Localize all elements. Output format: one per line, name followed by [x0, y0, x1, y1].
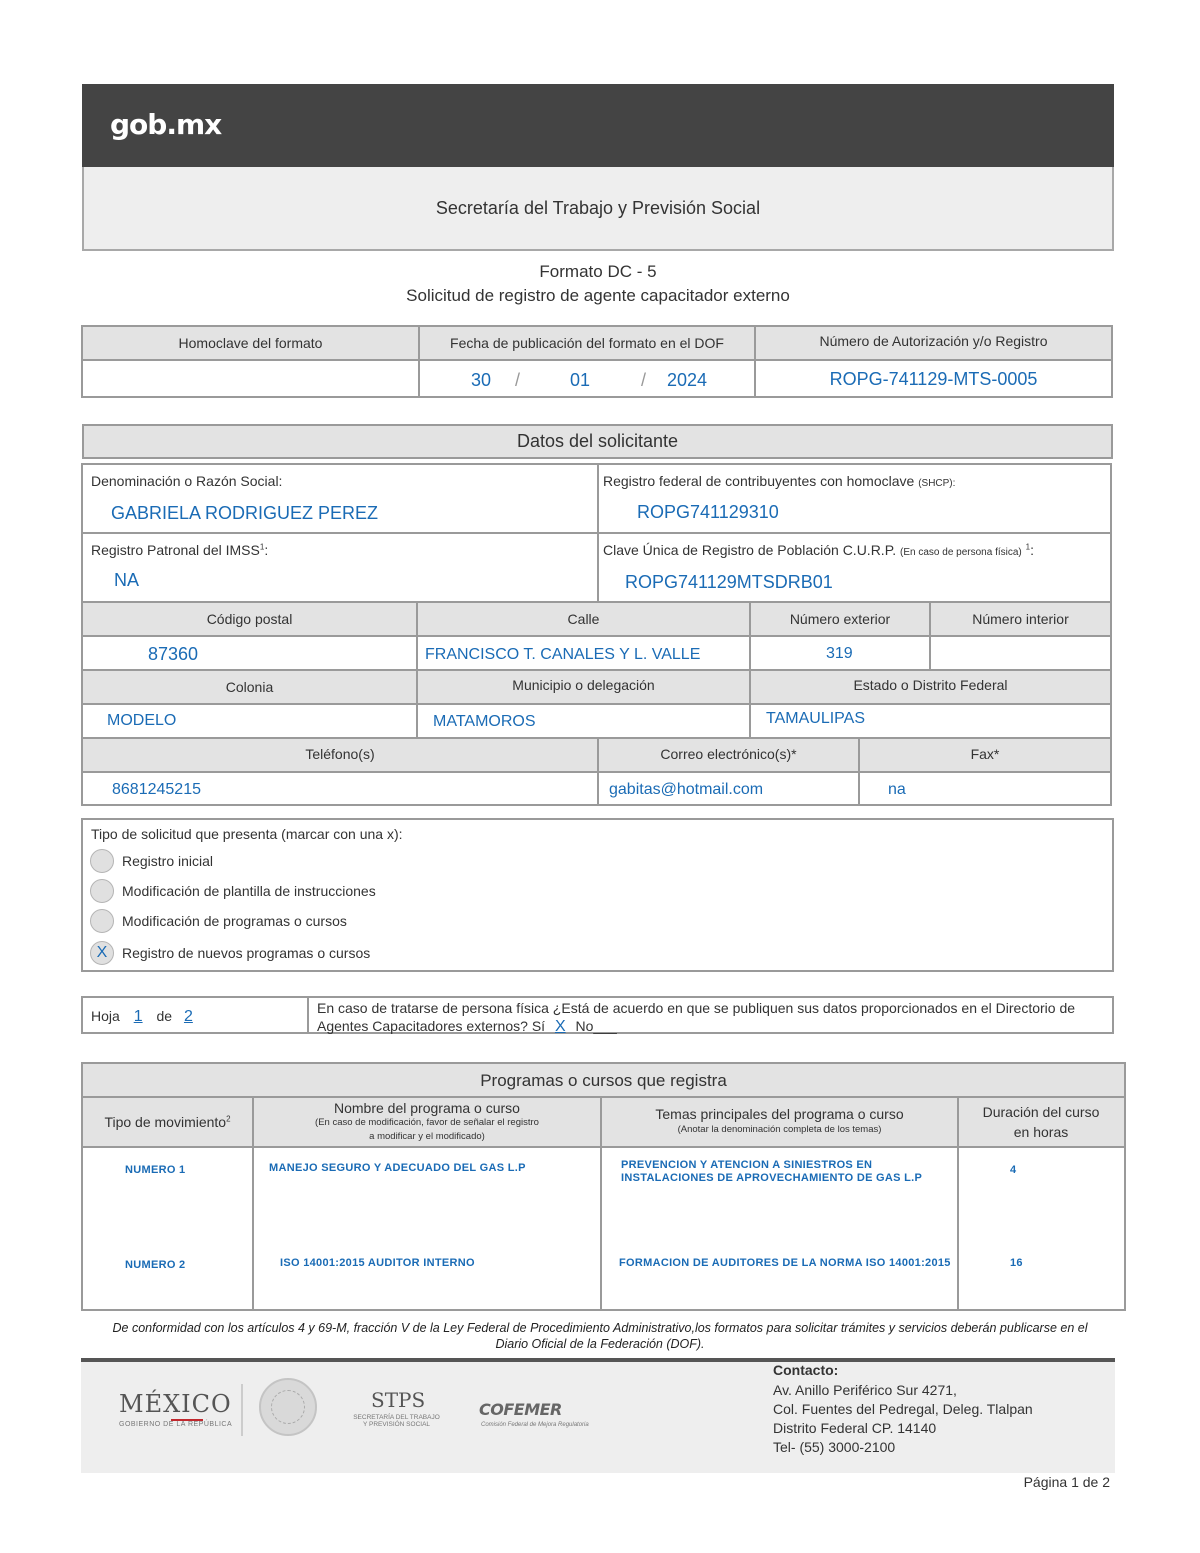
si-field[interactable]: X	[554, 1018, 566, 1035]
legal-note: De conformidad con los artículos 4 y 69-M, fracción V de la Ley Federal de Procedimiento Administrativo,los formatos para solicitar trámites y servicios deberán publicarse en el Diario Oficial de la Federación (DOF).	[112, 1321, 1088, 1351]
meta-table	[81, 325, 1113, 398]
temas-header: Temas principales del programa o curso (Anotar la denominación completa de los temas)	[655, 1106, 904, 1135]
correo-header: Correo electrónico(s)*	[660, 746, 797, 762]
option-registro-nuevos[interactable]: X Registro de nuevos programas o cursos	[90, 941, 370, 965]
agency-name: Secretaría del Trabajo y Previsión Social	[435, 197, 761, 218]
duracion-header: Duración del curso en horas	[982, 1104, 1100, 1140]
tipo-movimiento-header: Tipo de movimiento$^2$	[104, 1114, 231, 1130]
razon-social-field[interactable]: GABRIELA RODRIGUEZ PEREZ	[111, 503, 379, 523]
numint-header: Número interior	[972, 611, 1069, 627]
colonia-header: Colonia	[225, 679, 274, 695]
day-field[interactable]: 30	[471, 370, 492, 390]
agency-banner	[82, 167, 1114, 251]
imss-field[interactable]: NA	[114, 570, 140, 590]
correo-field[interactable]: gabitas@hotmail.com	[609, 781, 764, 798]
registro-header: Número de Autorización y/o Registro	[819, 333, 1048, 349]
date-separator: /	[515, 370, 521, 390]
mexico-logo-subtitle: GOBIERNO DE LA REPÚBLICA	[119, 1421, 233, 1428]
calle-header: Calle	[567, 611, 600, 627]
colonia-field[interactable]: MODELO	[107, 712, 177, 729]
contacto-label: Contacto:	[773, 1362, 839, 1378]
imss-label: Registro Patronal del IMSS$^1$:	[91, 542, 269, 558]
row2-temas[interactable]: FORMACION DE AUDITORES DE LA NORMA ISO 14001:2015	[619, 1257, 951, 1269]
homoclave-field[interactable]	[83, 369, 418, 391]
format-name: Formato DC - 5	[539, 262, 657, 281]
stps-logo: STPS	[371, 1388, 426, 1412]
hoja-box	[81, 996, 1114, 1034]
footer	[81, 1362, 1115, 1473]
cofemer-logo-subtitle: Comisión Federal de Mejora Regulatoria	[481, 1422, 589, 1428]
numint-field[interactable]	[933, 645, 1103, 667]
stps-logo-subtitle: SECRETARÍA DEL TRABAJO Y PREVISIÓN SOCIAL	[353, 1414, 440, 1428]
fecha-header: Fecha de publicación del formato en el DOF	[450, 335, 724, 351]
tipo-solicitud-box	[81, 818, 1114, 972]
option-registro-inicial[interactable]: Registro inicial	[90, 849, 213, 873]
estado-header: Estado o Distrito Federal	[853, 677, 1008, 693]
row1-nombre[interactable]: MANEJO SEGURO Y ADECUADO DEL GAS L.P	[269, 1162, 526, 1174]
municipio-header: Municipio o delegación	[512, 677, 655, 693]
radio-button-checked[interactable]: X	[90, 941, 114, 965]
fax-header: Fax*	[970, 746, 1000, 762]
radio-button[interactable]	[90, 849, 114, 873]
form-title: Solicitud de registro de agente capacitador externo	[406, 286, 790, 305]
telefono-field[interactable]: 8681245215	[112, 781, 201, 798]
option-modificacion-programas[interactable]: Modificación de programas o cursos	[90, 909, 347, 933]
contact-address: Av. Anillo Periférico Sur 4271, Col. Fuentes del Pedregal, Deleg. Tlalpan Distrito Federal CP. 14140 Tel- (55) 3000-2100	[773, 1382, 1033, 1455]
nombre-programa-header: Nombre del programa o curso (En caso de modificación, favor de señalar el registro a modificar y el modificado)	[315, 1100, 539, 1142]
fax-field[interactable]: na	[888, 781, 906, 798]
solicitante-section-title: Datos del solicitante	[82, 424, 1113, 459]
mexico-logo: MÉXICO	[119, 1390, 232, 1418]
consent-text: En caso de tratarse de persona física ¿Está de acuerdo en que se publiquen sus datos proporcionados en el Directorio de Agentes Capacitadores externos? Sí X No___	[317, 1000, 1076, 1035]
registro-field[interactable]: ROPG-741129-MTS-0005	[829, 369, 1038, 389]
programas-table	[81, 1062, 1126, 1311]
radio-button[interactable]	[90, 909, 114, 933]
curp-label: Clave Única de Registro de Población C.U.R.P. (En caso de persona física) $^1$:	[603, 542, 1034, 558]
rfc-label: Registro federal de contribuyentes con homoclave (SHCP):	[603, 473, 956, 489]
numext-header: Número exterior	[789, 611, 891, 627]
row1-tipo[interactable]: NUMERO 1	[125, 1164, 186, 1176]
year-field[interactable]: 2024	[667, 370, 708, 390]
cofemer-logo: COFEMER	[479, 1400, 562, 1419]
municipio-field[interactable]: MATAMOROS	[433, 713, 536, 730]
calle-field[interactable]: FRANCISCO T. CANALES Y L. VALLE	[425, 646, 701, 663]
seal-icon	[259, 1378, 317, 1436]
option-modificacion-plantilla[interactable]: Modificación de plantilla de instrucciones	[90, 879, 376, 903]
row1-temas[interactable]: PREVENCION Y ATENCION A SINIESTROS EN INSTALACIONES DE APROVECHAMIENTO DE GAS L.P	[621, 1159, 923, 1184]
header-bar	[82, 84, 1114, 167]
tipo-solicitud-label: Tipo de solicitud que presenta (marcar con una x):	[91, 826, 403, 842]
row2-duracion[interactable]: 16	[1010, 1257, 1023, 1269]
razon-social-label: Denominación o Razón Social:	[91, 473, 283, 489]
de-field[interactable]: 2	[183, 1008, 193, 1025]
homoclave-header: Homoclave del formato	[178, 335, 323, 351]
no-field[interactable]: ___	[593, 1018, 617, 1034]
telefono-header: Teléfono(s)	[305, 746, 375, 762]
cp-header: Código postal	[206, 611, 293, 627]
estado-field[interactable]: TAMAULIPAS	[766, 710, 865, 727]
curp-field[interactable]: ROPG741129MTSDRB01	[625, 572, 833, 592]
programas-section-title: Programas o cursos que registra	[480, 1071, 727, 1090]
solicitante-table	[81, 463, 1112, 806]
row2-tipo[interactable]: NUMERO 2	[125, 1259, 186, 1271]
numext-field[interactable]: 319	[826, 645, 853, 662]
row2-nombre[interactable]: ISO 14001:2015 AUDITOR INTERNO	[280, 1257, 475, 1269]
hoja-label: Hoja 1 de 2	[91, 1008, 201, 1026]
date-separator: /	[641, 370, 647, 390]
radio-button[interactable]	[90, 879, 114, 903]
logo-divider	[241, 1384, 243, 1436]
month-field[interactable]: 01	[570, 370, 591, 390]
gobmx-logo: gob.mx	[110, 108, 222, 141]
cp-field[interactable]: 87360	[148, 644, 199, 664]
rfc-field[interactable]: ROPG741129310	[637, 502, 779, 522]
hoja-field[interactable]: 1	[133, 1008, 143, 1025]
page-number: Página 1 de 2	[1023, 1474, 1110, 1490]
row1-duracion[interactable]: 4	[1010, 1164, 1017, 1176]
